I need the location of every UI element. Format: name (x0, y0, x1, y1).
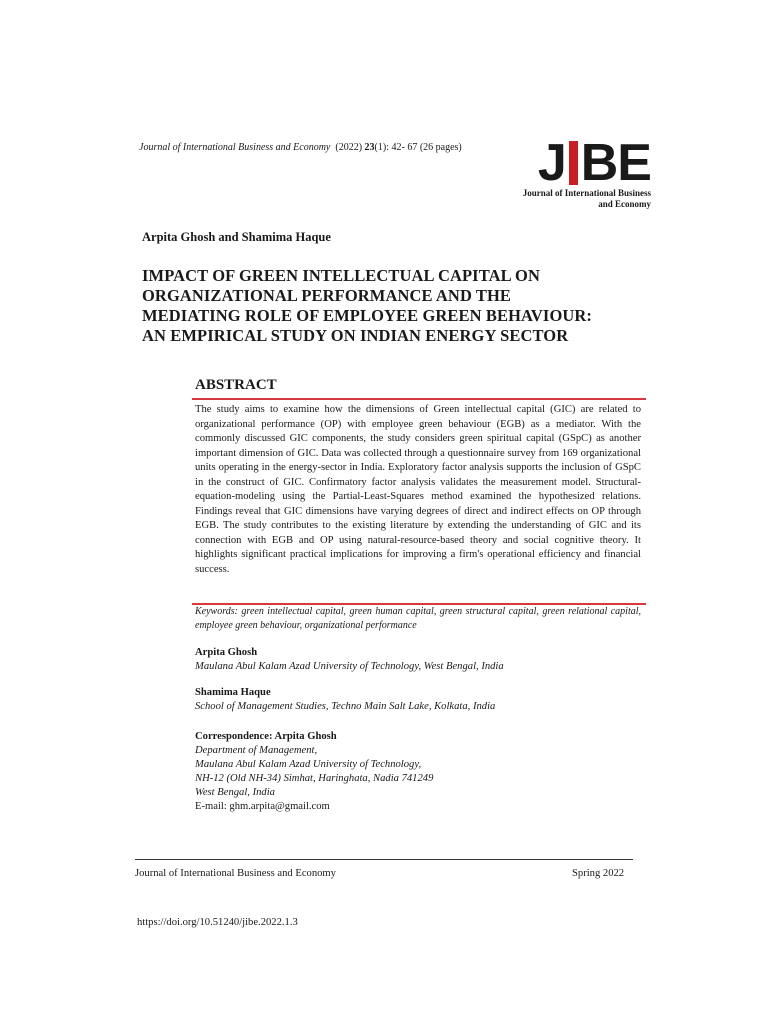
journal-name: Journal of International Business and Economy (139, 142, 331, 153)
logo-subtitle-line1: Journal of International Business (522, 188, 651, 198)
abstract-body: The study aims to examine how the dimensions of Green intellectual capital (GIC) are related to organizational performance (OP) with employee green behaviour (EGB) as a mediator. With the commonly discussed GIC components, the study considers green spiritual capital (GSpC) as another important dimension of GIC. Data was collected through a questionnaire survey from 169 organizational units operating in the energy-sector in India. Exploratory factor analysis supports the inclusion of GSpC in the construct of GIC. Confirmatory factor analysis validates the measurement model. Structural-equation-modeling using the Partial-Least-Squares method examined the hypothesized relations. Findings reveal that GIC dimensions have varying degrees of direct and indirect effects on OP through EGB. The study contributes to the existing literature by extending the understanding of GIC and its connection with EGB and OP using natural-resource-based theory and social cognitive theory. It highlights significant practical implications for improving a firm's operational efficiency and financial success. (195, 404, 641, 575)
address-line: NH-12 (Old NH-34) Simhat, Haringhata, Nadia 741249 (195, 773, 434, 784)
abstract-top-rule (192, 398, 646, 400)
author-line: Arpita Ghosh and Shamima Haque (142, 230, 331, 244)
citation-year: (2022) (335, 142, 363, 153)
abstract-heading: ABSTRACT (195, 377, 277, 393)
title-line: ORGANIZATIONAL PERFORMANCE AND THE (142, 286, 512, 305)
correspondence-block (195, 730, 433, 814)
keywords: Keywords: green intellectual capital, green human capital, green structural capital, green relational capital, employee green behaviour, organizational performance (195, 606, 641, 631)
affiliation-2 (195, 686, 641, 714)
jibe-logo-mark (509, 134, 651, 192)
footer-season: Spring 2022 (572, 868, 625, 879)
citation-issue-pages: (1): 42- 67 (26 pages) (374, 142, 462, 153)
logo-letters-be: BE (580, 134, 651, 192)
doi-link[interactable]: https://doi.org/10.51240/jibe.2022.1.3 (137, 917, 298, 928)
logo-subtitle-line2: and Economy (598, 199, 651, 209)
paper-title (142, 266, 662, 346)
affiliation-institution: Maulana Abul Kalam Azad University of Technology, West Bengal, India (195, 661, 504, 672)
address-line: Maulana Abul Kalam Azad University of Technology, (195, 759, 422, 770)
title-line: IMPACT OF GREEN INTELLECTUAL CAPITAL ON (142, 266, 540, 285)
logo-letter-j: J (537, 134, 566, 192)
affiliation-1 (195, 646, 641, 674)
footer-journal: Journal of International Business and Economy (135, 868, 336, 879)
affiliation-institution: School of Management Studies, Techno Main Salt Lake, Kolkata, India (195, 701, 496, 712)
title-line: MEDIATING ROLE OF EMPLOYEE GREEN BEHAVIOUR: (142, 306, 593, 325)
affiliation-name: Shamima Haque (195, 687, 271, 698)
logo-subtitle (509, 188, 651, 210)
title-line: AN EMPIRICAL STUDY ON INDIAN ENERGY SECTOR (142, 326, 569, 345)
journal-citation (139, 142, 462, 153)
citation-volume: 23 (364, 142, 375, 153)
address-line: Department of Management, (195, 745, 318, 756)
correspondence-heading: Correspondence: Arpita Ghosh (195, 731, 337, 742)
jibe-logo (509, 134, 651, 210)
address-line: West Bengal, India (195, 787, 275, 798)
logo-red-i-bar (569, 141, 578, 185)
footer-rule (135, 859, 633, 860)
affiliation-name: Arpita Ghosh (195, 647, 258, 658)
correspondence-email: E-mail: ghm.arpita@gmail.com (195, 801, 330, 812)
